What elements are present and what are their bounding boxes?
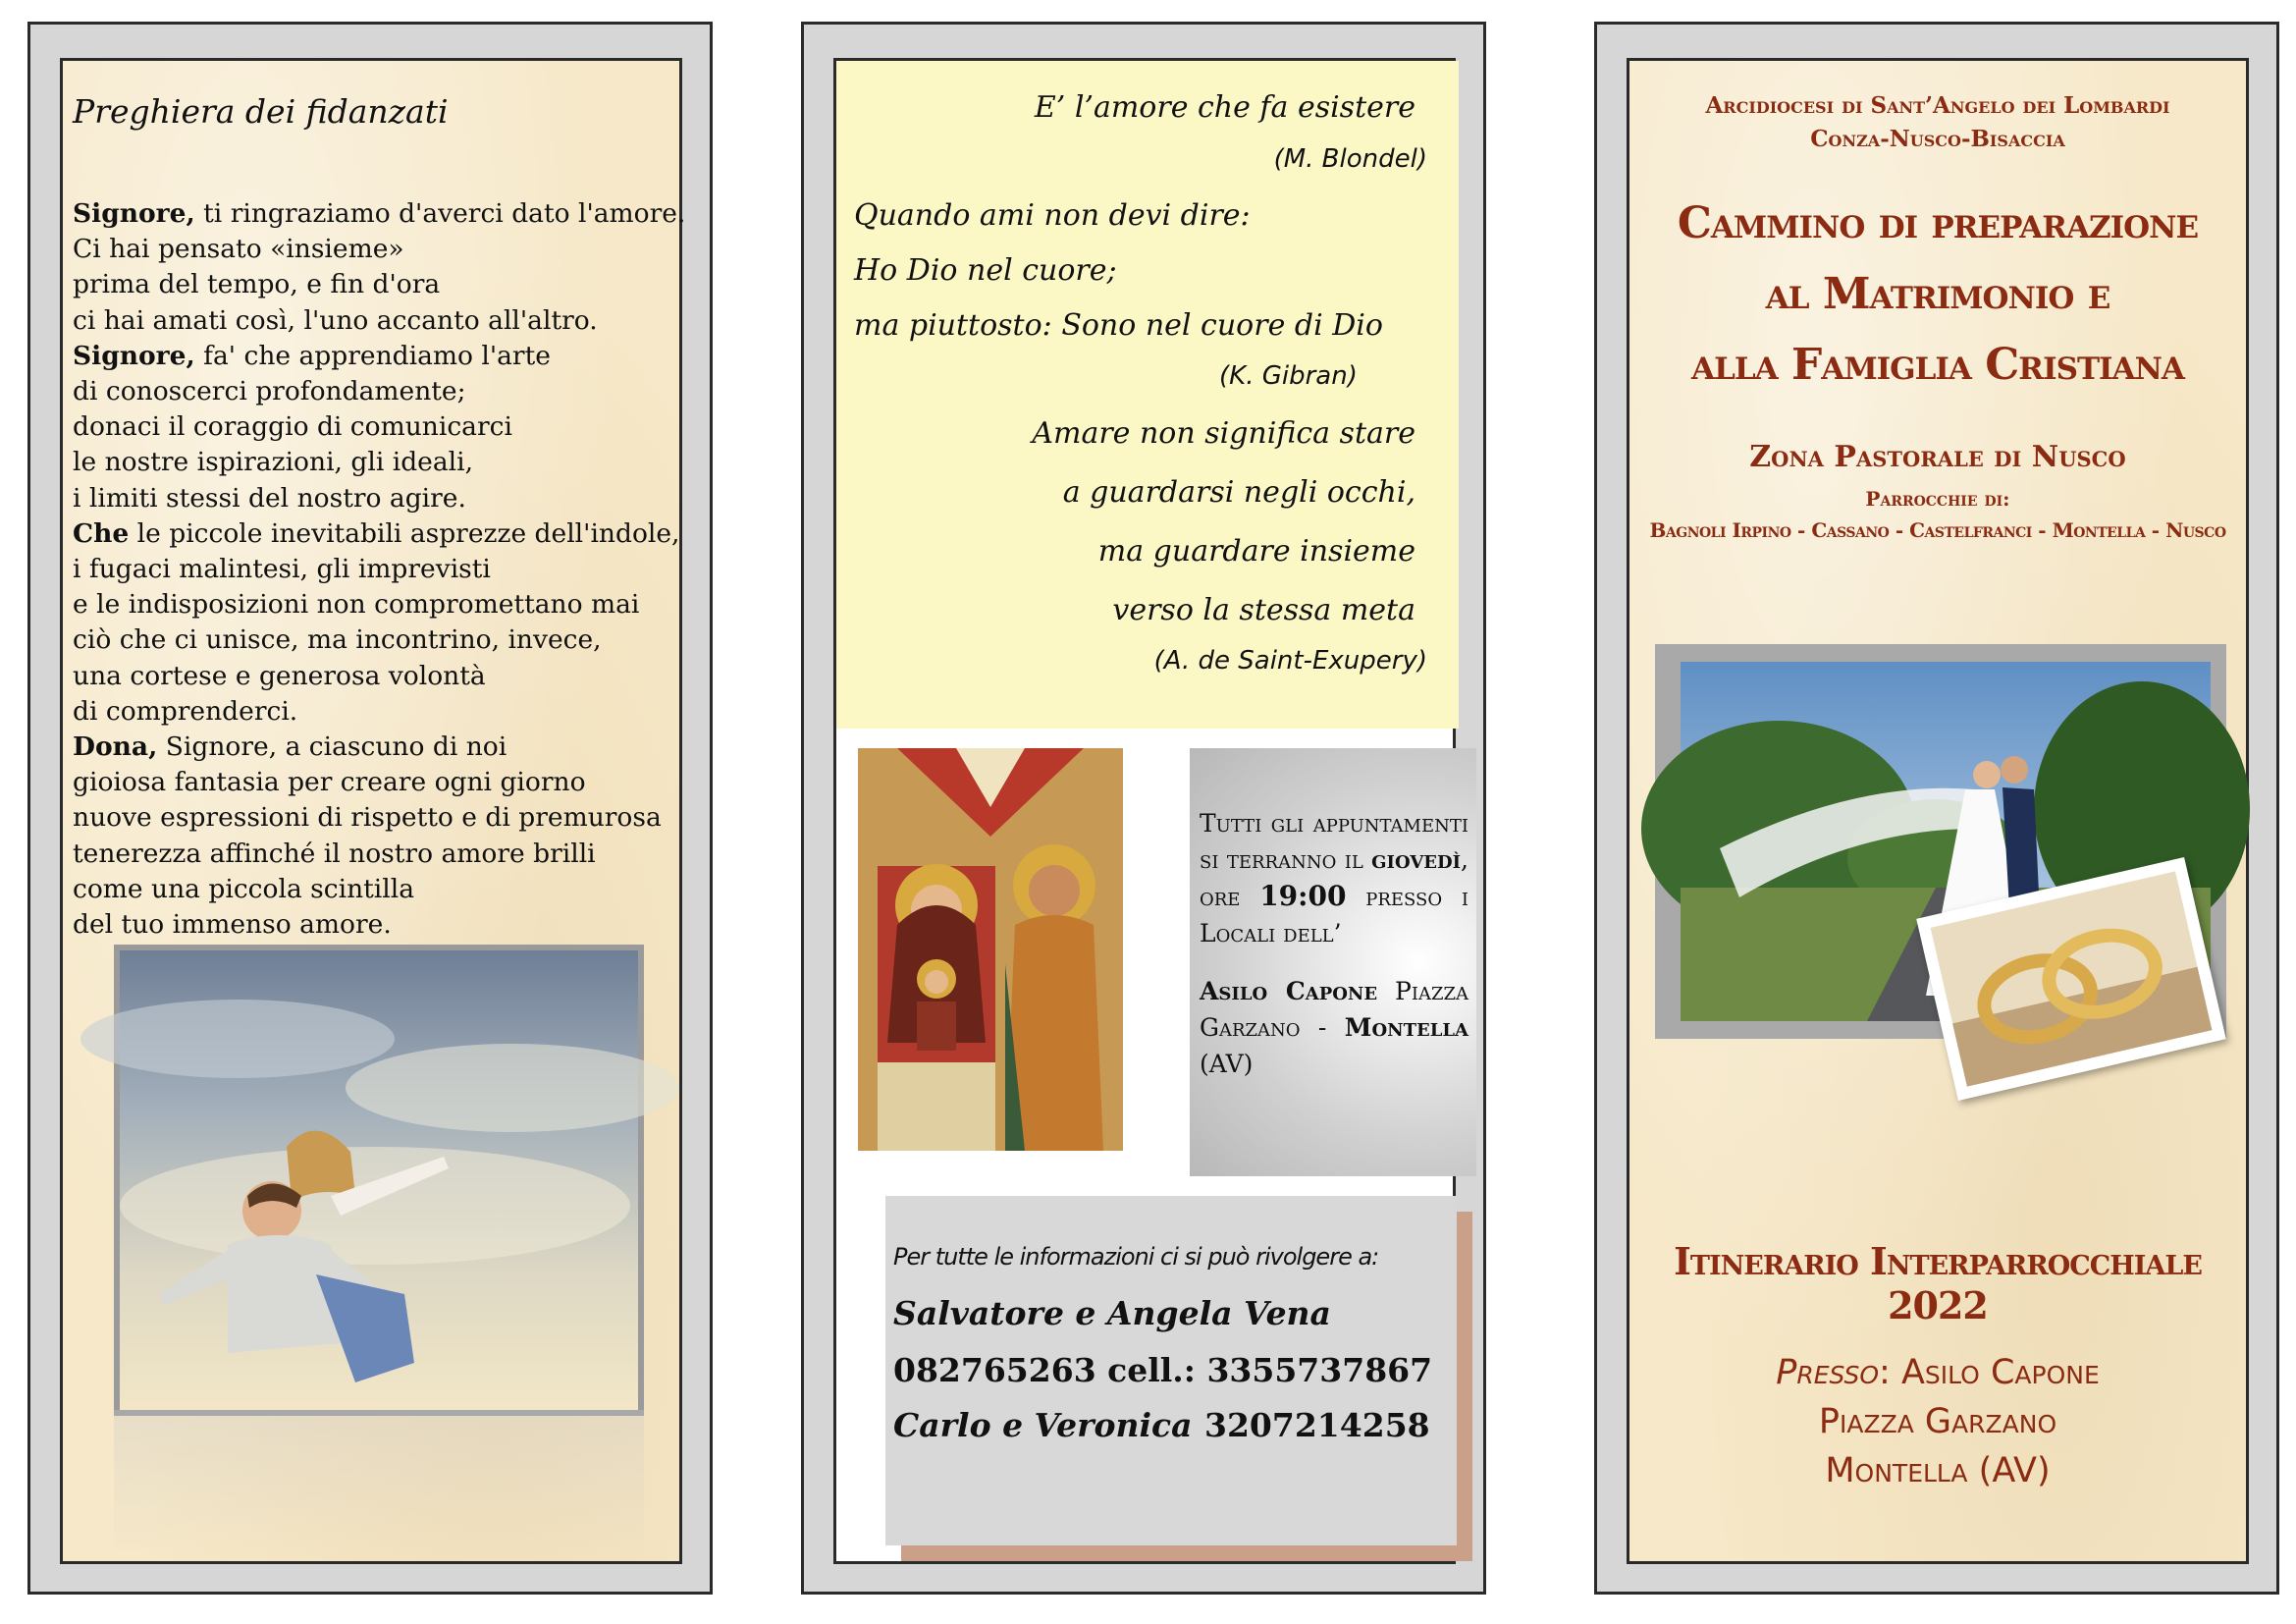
quote-exupery-line3: ma guardare insieme	[1097, 534, 1415, 568]
pastoral-zone: Zona Pastorale di Nusco	[1749, 440, 2126, 474]
title-line-3: alla Famiglia Cristiana	[1691, 340, 2184, 390]
itinerary-title: Itinerario Interparrocchiale 2022	[1674, 1239, 2202, 1327]
prayer-text	[73, 196, 701, 943]
contact-name-2: Carlo e Veronica	[893, 1406, 1193, 1444]
schedule-town: Montella	[1344, 1013, 1468, 1042]
middle-panel-frame	[801, 22, 1486, 1595]
prayer-line-text: ciò che ci unisce, ma incontrino, invece,	[73, 624, 602, 656]
prayer-title: Preghiera dei fidanzati	[73, 92, 449, 131]
quote-exupery-line2: a guardarsi negli occhi,	[1062, 475, 1415, 510]
prayer-line-emphasis: Signore,	[73, 198, 195, 229]
venue-name: : Asilo Capone	[1879, 1353, 2100, 1392]
quote-gibran-line2: Ho Dio nel cuore;	[854, 253, 1117, 288]
left-panel-frame	[27, 22, 713, 1595]
prayer-line-text: i limiti stessi del nostro agire.	[73, 482, 466, 514]
prayer-line	[73, 800, 701, 836]
schedule-info-text	[1200, 805, 1468, 1082]
holy-family-icon-image	[858, 748, 1123, 1151]
prayer-line-emphasis: Signore,	[73, 340, 195, 371]
quote-author-blondel: (M. Blondel)	[1273, 144, 1427, 174]
prayer-line-text: di comprenderci.	[73, 695, 298, 727]
prayer-line-text: del tuo immenso amore.	[73, 909, 392, 941]
middle-panel	[833, 58, 1468, 1564]
prayer-line	[73, 196, 701, 232]
parishes-label: Parrocchie di:	[1865, 487, 2010, 511]
prayer-line	[73, 694, 701, 730]
parishes-list: Bagnoli Irpino - Cassano - Castelfranci - Montella - Nusco	[1649, 518, 2226, 542]
quote-author-exupery: (A. de Saint-Exupery)	[1153, 646, 1427, 676]
prayer-line	[73, 765, 701, 800]
prayer-line-text: ti ringraziamo d'averci dato l'amore.	[194, 198, 686, 229]
venue-address-1: Piazza Garzano	[1818, 1402, 2057, 1441]
prayer-line-text: i fugaci malintesi, gli imprevisti	[73, 554, 491, 585]
photo-reflection	[114, 1410, 644, 1557]
diocese-line-2: Conza-Nusco-Bisaccia	[1810, 126, 2065, 152]
prayer-line-text: di conoscerci profondamente;	[73, 376, 466, 407]
prayer-line	[73, 623, 701, 658]
prayer-line	[73, 516, 701, 552]
prayer-line-text: e le indisposizioni non compromettano mai	[73, 589, 640, 621]
quote-blondel: E’ l’amore che fa esistere	[1034, 90, 1415, 125]
prayer-line-text: le piccole inevitabili asprezze dell'indole,	[129, 517, 680, 549]
prayer-line-text: donaci il coraggio di comunicarci	[73, 411, 512, 443]
contact-name-1: Salvatore e Angela Vena	[893, 1294, 1331, 1332]
schedule-text-2: , ore	[1200, 845, 1468, 911]
prayer-line-text: le nostre ispirazioni, gli ideali,	[73, 447, 474, 478]
schedule-place: Asilo Capone	[1200, 977, 1378, 1005]
prayer-line-emphasis: Dona,	[73, 731, 158, 763]
couple-sky-illustration	[120, 950, 638, 1410]
prayer-line	[73, 872, 701, 907]
prayer-line	[73, 837, 701, 872]
contacts-box	[885, 1196, 1457, 1545]
prayer-line-text: una cortese e generosa volontà	[73, 660, 486, 691]
prayer-line-text: prima del tempo, e fin d'ora	[73, 269, 441, 300]
prayer-line-text: Signore, a ciascuno di noi	[157, 731, 507, 763]
left-panel	[60, 58, 686, 1564]
schedule-text-1: Tutti gli appuntamenti si terranno il	[1200, 809, 1468, 874]
prayer-line	[73, 409, 701, 445]
prayer-line-text: fa' che apprendiamo l'arte	[194, 340, 551, 371]
prayer-line	[73, 374, 701, 409]
diocese-line-1: Arcidiocesi di Sant’Angelo dei Lombardi	[1705, 92, 2170, 119]
title-line-2: al Matrimonio e	[1765, 269, 2110, 319]
prayer-line	[73, 730, 701, 765]
prayer-line-text: come una piccola scintilla	[73, 873, 415, 904]
schedule-text-3: presso i Locali dell’	[1200, 883, 1468, 947]
schedule-day: giovedì	[1371, 845, 1462, 874]
prayer-line	[73, 481, 701, 516]
contact-phones-1: 082765263 cell.: 3355737867	[893, 1351, 1433, 1389]
venue-line	[1629, 1353, 2246, 1392]
couple-sky-photo	[114, 945, 644, 1416]
right-panel	[1627, 58, 2249, 1564]
quote-exupery-line1: Amare non significa stare	[1032, 416, 1415, 451]
quote-exupery-line4: verso la stessa meta	[1112, 593, 1415, 627]
prayer-line	[73, 659, 701, 694]
right-panel-frame	[1594, 22, 2279, 1595]
quote-gibran-line3: ma piuttosto: Sono nel cuore di Dio	[854, 308, 1383, 343]
schedule-province: (AV)	[1200, 1050, 1254, 1078]
prayer-line-text: gioiosa fantasia per creare ogni giorno	[73, 767, 586, 798]
prayer-line	[73, 587, 701, 623]
prayer-line-emphasis: Che	[73, 517, 130, 549]
prayer-line	[73, 303, 701, 339]
contact-phone-2: 3207214258	[1204, 1406, 1430, 1444]
prayer-line	[73, 552, 701, 587]
schedule-info-box	[1190, 748, 1476, 1176]
prayer-line-text: ci hai amati così, l'uno accanto all'altro.	[73, 304, 598, 336]
prayer-line	[73, 907, 701, 943]
prayer-line	[73, 339, 701, 374]
venue-address-2: Montella (AV)	[1825, 1451, 2051, 1490]
holy-family-mosaic	[858, 748, 1123, 1151]
prayer-line	[73, 267, 701, 302]
prayer-line	[73, 232, 701, 267]
title-line-1: Cammino di preparazione	[1677, 198, 2199, 248]
contacts-intro: Per tutte le informazioni ci si può rivolgere a:	[893, 1243, 1379, 1271]
schedule-time: 19:00	[1259, 880, 1347, 912]
quote-gibran-line1: Quando ami non devi dire:	[854, 198, 1251, 233]
schedule-address: Piazza Garzano -	[1200, 977, 1468, 1042]
prayer-line-text: nuove espressioni di rispetto e di premurosa	[73, 802, 662, 834]
venue-label: Presso	[1776, 1353, 1880, 1392]
prayer-line-text: tenerezza affinché il nostro amore brilli	[73, 838, 596, 869]
prayer-line-text: Ci hai pensato «insieme»	[73, 234, 404, 265]
prayer-line	[73, 445, 701, 480]
quote-author-gibran: (K. Gibran)	[1219, 361, 1358, 391]
